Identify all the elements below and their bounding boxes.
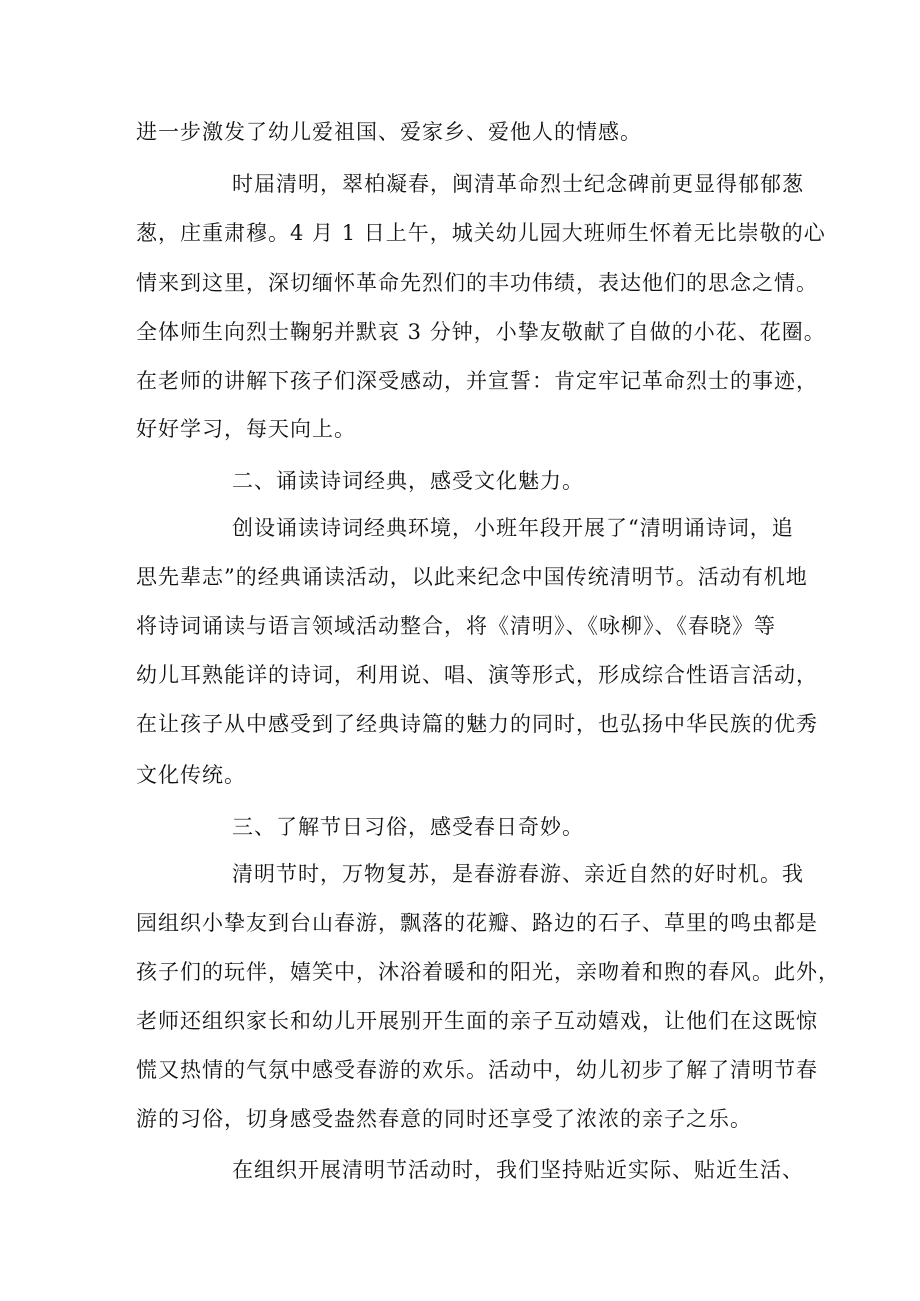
text-line: 园组织小挚友到台山春游，飘落的花瓣、路边的石子、草里的鸣虫都是: [136, 911, 818, 935]
text-line: 在组织开展清明节活动时，我们坚持贴近实际、贴近生活、: [232, 1158, 804, 1182]
text-line: 游的习俗，切身感受盎然春意的同时还享受了浓浓的亲子之乐。: [136, 1107, 752, 1131]
text-line: 老师还组织家长和幼儿开展别开生面的亲子互动嬉戏，让他们在这既惊: [136, 1009, 818, 1033]
text-line: 幼儿耳熟能详的诗词，利用说、唱、演等形式，形成综合性语言活动，: [136, 663, 818, 687]
text-line: 葱，庄重肃穆。4 月 1 日上午，城关幼儿园大班师生怀着无比崇敬的心: [136, 221, 826, 245]
text-line: 在让孩子从中感受到了经典诗篇的魅力的同时，也弘扬中华民族的优秀: [136, 712, 818, 736]
text-line: 思先辈志”的经典诵读活动，以此来纪念中国传统清明节。活动有机地: [136, 565, 808, 589]
text-line: 创设诵读诗词经典环境，小班年段开展了“清明诵诗词，追: [232, 516, 794, 540]
text-line: 孩子们的玩伴，嬉笑中，沐浴着暖和的阳光，亲吻着和煦的春风。此外，: [136, 960, 840, 984]
text-line: 时届清明，翠柏凝春，闽清革命烈士纪念碑前更显得郁郁葱: [232, 172, 804, 196]
section-heading: 二、诵读诗词经典，感受文化魅力。: [232, 469, 584, 493]
text-line: 在老师的讲解下孩子们深受感动，并宣誓：肯定牢记革命烈士的事迹，: [136, 369, 818, 393]
text-line: 好好学习，每天向上。: [136, 417, 356, 441]
text-line: 进一步激发了幼儿爱祖国、爱家乡、爱他人的情感。: [136, 120, 642, 144]
text-line: 清明节时，万物复苏，是春游春游、亲近自然的好时机。我: [232, 862, 804, 886]
text-line: 全体师生向烈士鞠躬并默哀 3 分钟，小挚友敬献了自做的小花、花圈。: [136, 320, 826, 344]
text-line: 情来到这里，深切缅怀革命先烈们的丰功伟绩，表达他们的思念之情。: [136, 271, 818, 295]
text-line: 将诗词诵读与语言领域活动整合，将《清明》、《咏柳》、《春晓》等: [136, 614, 776, 638]
text-line: 慌又热情的气氛中感受春游的欢乐。活动中，幼儿初步了解了清明节春: [136, 1058, 818, 1082]
text-line: 文化传统。: [136, 763, 246, 787]
section-heading: 三、了解节日习俗，感受春日奇妙。: [232, 815, 584, 839]
